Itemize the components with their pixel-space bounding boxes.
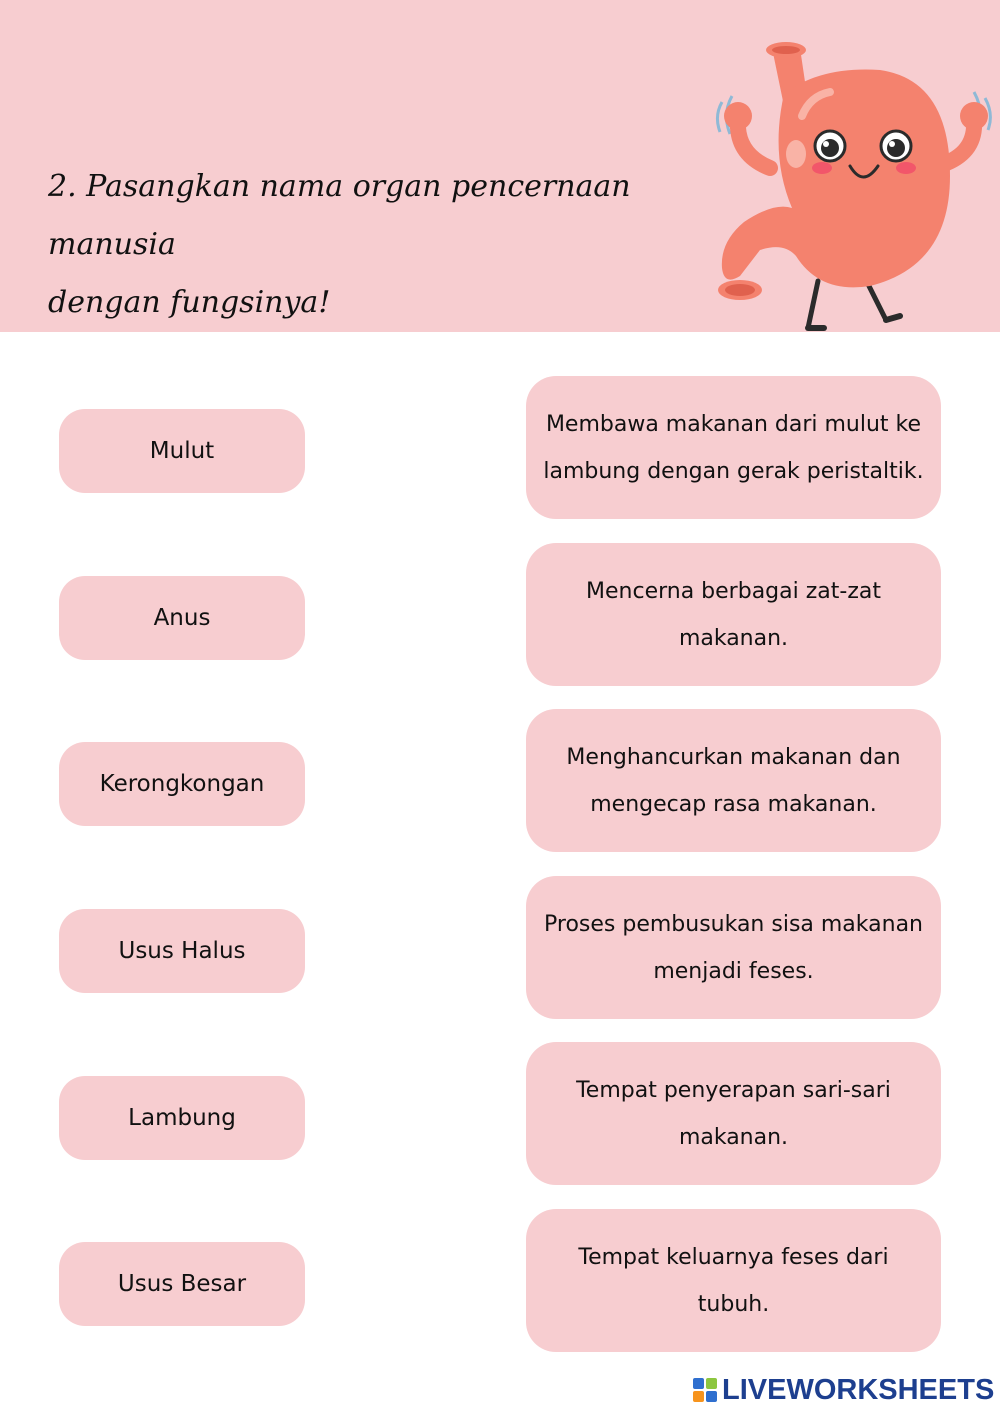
stomach-mascot-icon	[700, 36, 1000, 336]
function-line: Tempat penyerapan sari-sari	[576, 1077, 891, 1103]
function-target-3[interactable]	[526, 709, 941, 852]
liveworksheets-logo-icon	[692, 1377, 718, 1403]
organ-item-lambung[interactable]	[59, 1076, 305, 1160]
title-line-1: 2. Pasangkan nama organ pencernaan manusia	[48, 169, 631, 262]
liveworksheets-brand[interactable]	[692, 1373, 994, 1407]
organ-label: Kerongkongan	[99, 771, 265, 797]
organ-label: Anus	[153, 605, 211, 631]
function-line: Proses pembusukan sisa makanan	[544, 911, 923, 937]
function-line: lambung dengan gerak peristaltik.	[543, 458, 924, 484]
function-line: makanan.	[678, 625, 789, 651]
organ-label: Mulut	[149, 438, 215, 464]
function-target-5[interactable]	[526, 1042, 941, 1185]
function-line: Tempat keluarnya feses dari	[578, 1244, 889, 1270]
organ-item-usus-besar[interactable]	[59, 1242, 305, 1326]
function-target-1[interactable]	[526, 376, 941, 519]
function-line: makanan.	[678, 1124, 789, 1150]
function-target-2[interactable]	[526, 543, 941, 686]
function-line: Mencerna berbagai zat-zat	[586, 578, 881, 604]
function-line: Membawa makanan dari mulut ke	[545, 411, 922, 437]
page-title	[48, 158, 748, 332]
organ-item-kerongkongan[interactable]	[59, 742, 305, 826]
organ-label: Usus Besar	[117, 1271, 247, 1297]
function-line: tubuh.	[697, 1291, 770, 1317]
function-line: Menghancurkan makanan dan	[566, 744, 901, 770]
organ-label: Usus Halus	[118, 938, 246, 964]
function-line: menjadi feses.	[653, 958, 814, 984]
brand-text: LIVEWORKSHEETS	[722, 1373, 995, 1406]
organ-item-mulut[interactable]	[59, 409, 305, 493]
function-target-6[interactable]	[526, 1209, 941, 1352]
organ-item-usus-halus[interactable]	[59, 909, 305, 993]
function-target-4[interactable]	[526, 876, 941, 1019]
organ-item-anus[interactable]	[59, 576, 305, 660]
organ-label: Lambung	[128, 1105, 236, 1131]
title-line-2: dengan fungsinya!	[48, 285, 331, 320]
function-line: mengecap rasa makanan.	[590, 791, 877, 817]
